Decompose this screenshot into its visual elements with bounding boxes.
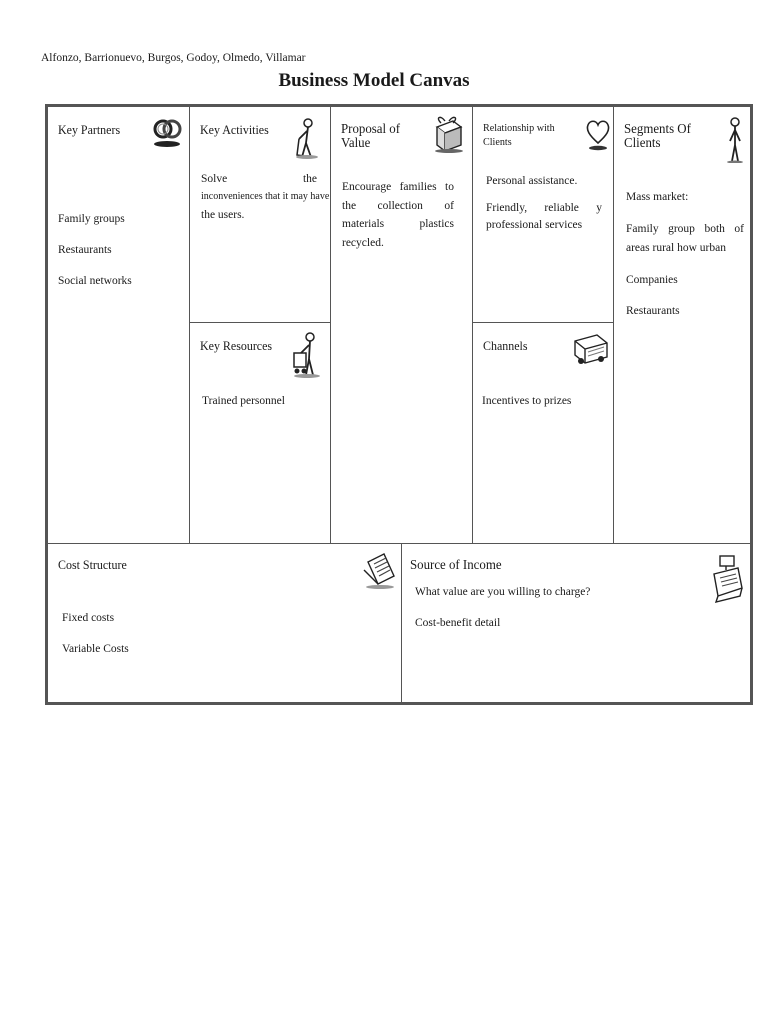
heart-icon — [585, 117, 611, 151]
key-activities-label: Key Activities — [200, 122, 269, 137]
cost-item: Fixed costs — [62, 612, 115, 624]
key-activities-block — [190, 107, 331, 323]
key-activities-line: inconveniences that it may have — [201, 191, 330, 202]
linked-rings-icon — [150, 115, 184, 149]
person-vacuum-icon — [294, 117, 320, 159]
value-proposition-block — [331, 107, 473, 543]
page-title: Business Model Canvas — [278, 70, 470, 91]
customer-relationships-block — [473, 107, 614, 323]
revenue-item: What value are you willing to charge? — [415, 586, 591, 598]
revenue-streams-block — [402, 543, 750, 702]
relationship-item: Personal assistance. — [486, 175, 578, 187]
authors-line: Alfonzo, Barrionuevo, Burgos, Godoy, Olmedo, Villamar — [41, 52, 306, 64]
relationship-item: Friendly, reliable y professional services — [486, 202, 602, 231]
revenue-item: Cost-benefit detail — [415, 617, 501, 629]
key-resources-label: Key Resources — [200, 338, 273, 353]
key-partner-item: Social networks — [58, 275, 132, 287]
value-proposition-text: Encourage families to the collection of materials plastics recycled. — [342, 181, 454, 249]
key-activities-line: the users. — [201, 209, 245, 221]
gift-box-icon — [431, 113, 465, 153]
customer-segments-block — [614, 107, 750, 543]
business-model-canvas — [45, 104, 753, 705]
segment-item: Companies — [626, 274, 678, 286]
key-resources-block — [190, 323, 331, 543]
cost-item: Variable Costs — [62, 643, 129, 655]
key-partner-item: Family groups — [58, 213, 125, 225]
key-partners-label: Key Partners — [58, 122, 121, 137]
customer-relationships-label: Relationship with Clients — [483, 122, 555, 148]
worker-cart-icon — [292, 331, 322, 379]
price-tag-icon — [362, 550, 396, 590]
revenue-streams-label: Source of Income — [410, 558, 502, 573]
key-partners-block — [48, 107, 190, 543]
cost-structure-block — [48, 543, 402, 702]
segment-item: Family group both of areas rural how urban — [626, 223, 744, 254]
key-resource-item: Trained personnel — [202, 395, 285, 407]
key-activities-line: Solve the — [201, 173, 317, 185]
delivery-truck-icon — [571, 331, 609, 371]
customer-segments-label: Segments Of Clients — [624, 122, 691, 151]
channels-label: Channels — [483, 338, 528, 353]
channel-item: Incentives to prizes — [482, 395, 572, 407]
segment-item: Restaurants — [626, 305, 680, 317]
segment-item: Mass market: — [626, 191, 689, 203]
key-partner-item: Restaurants — [58, 244, 112, 256]
channels-block — [473, 323, 614, 543]
value-proposition-label: Proposal of Value — [341, 122, 401, 151]
cost-structure-label: Cost Structure — [58, 557, 127, 572]
cash-register-icon — [710, 552, 746, 606]
standing-person-icon — [726, 117, 744, 163]
